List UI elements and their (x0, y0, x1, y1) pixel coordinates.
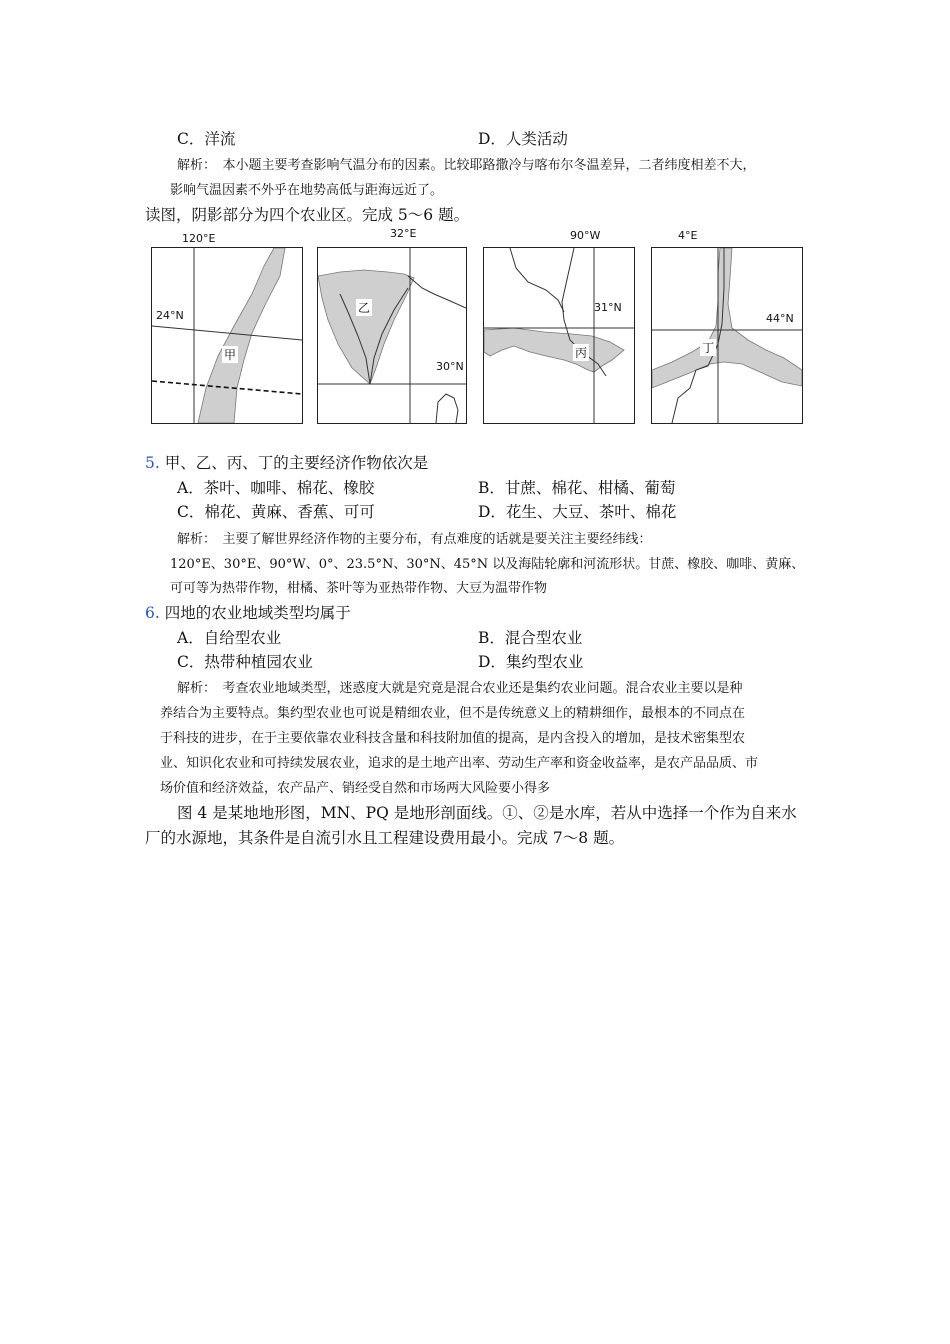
q5-stem: 甲、乙、丙、丁的主要经济作物依次是 (164, 454, 429, 472)
q6-analysis-3: 于科技的进步，在于主要依靠农业科技含量和科技附加值的提高，是内含投入的增加，是技术密集型农 (160, 731, 746, 746)
q4-option-c: C．洋流 (177, 130, 236, 148)
region-yi: 乙 (358, 301, 371, 315)
map4-lon-label: 4°E (678, 229, 698, 242)
map-jia (151, 247, 303, 424)
q6-option-d: D．集约型农业 (478, 653, 584, 671)
q5-option-d: D．花生、大豆、茶叶、棉花 (478, 503, 677, 521)
map2-lat-label: 30°N (436, 360, 464, 373)
q6-stem: 四地的农业地域类型均属于 (164, 604, 351, 622)
intro-7-8-line-2: 厂的水源地，其条件是自流引水且工程建设费用最小。完成 7～8 题。 (145, 829, 625, 847)
map-yi (317, 247, 467, 424)
q4-option-d: D．人类活动 (478, 130, 568, 148)
q5-question (145, 451, 428, 473)
q5-number: 5. (145, 454, 160, 472)
intro-5-6: 读图，阴影部分为四个农业区。完成 5～6 题。 (145, 206, 470, 224)
map-yi-drawing (318, 248, 466, 423)
map-ding-drawing (652, 248, 802, 423)
region-jia: 甲 (224, 348, 237, 362)
q6-question (145, 601, 351, 623)
map-bing-drawing (484, 248, 634, 423)
q5-analysis-2: 120°E、30°E、90°W、0°、23.5°N、30°N、45°N 以及海陆轮廓和河流形状。甘蔗、橡胶、咖啡、黄麻、 (170, 557, 805, 572)
region-bing: 丙 (575, 346, 588, 360)
map4-lat-label: 44°N (766, 312, 794, 325)
q6-analysis-1: 解析： 考查农业地域类型，迷惑度大就是究竟是混合农业还是集约农业问题。混合农业主要以是种 (177, 681, 743, 696)
map1-lat-label: 24°N (156, 309, 184, 322)
map3-lat-label: 31°N (594, 301, 622, 314)
q5-analysis-3: 可可等为热带作物，柑橘、茶叶等为亚热带作物、大豆为温带作物 (170, 581, 548, 596)
map2-lon-label: 32°E (390, 227, 417, 240)
map-ding (651, 247, 803, 424)
map-bing (483, 247, 635, 424)
intro-7-8-line-1: 图 4 是某地地形图，MN、PQ 是地形剖面线。①、②是水库，若从中选择一个作为自来水 (177, 804, 797, 822)
map3-lon-label: 90°W (570, 229, 601, 242)
q5-option-c: C．棉花、黄麻、香蕉、可可 (177, 503, 375, 521)
q6-option-b: B．混合型农业 (478, 629, 583, 647)
q6-option-c: C．热带种植园农业 (177, 653, 313, 671)
map1-lon-label: 120°E (182, 232, 216, 245)
q6-analysis-4: 业、知识化农业和可持续发展农业，追求的是土地产出率、劳动生产率和资金收益率，是农产品品质、市 (160, 756, 759, 771)
region-ding: 丁 (702, 341, 715, 355)
q6-analysis-2: 养结合为主要特点。集约型农业也可说是精细农业，但不是传统意义上的精耕细作，最根本的不同点在 (160, 706, 746, 721)
q4-analysis-2: 影响气温因素不外乎在地势高低与距海远近了。 (170, 183, 444, 198)
q6-analysis-5: 场价值和经济效益，农产品产、销经受自然和市场两大风险要小得多 (160, 781, 551, 796)
q6-number: 6. (145, 604, 160, 622)
q5-analysis-1: 解析： 主要了解世界经济作物的主要分布，有点难度的话就是要关注主要经纬线： (177, 532, 652, 547)
map-jia-drawing (152, 248, 302, 423)
q4-analysis-1: 解析： 本小题主要考查影响气温分布的因素。比较耶路撒冷与喀布尔冬温差异，二者纬度相差不大， (177, 158, 756, 173)
q5-option-a: A．茶叶、咖啡、棉花、橡胶 (177, 479, 375, 497)
q5-option-b: B．甘蔗、棉花、柑橘、葡萄 (478, 479, 676, 497)
q6-option-a: A．自给型农业 (177, 629, 282, 647)
